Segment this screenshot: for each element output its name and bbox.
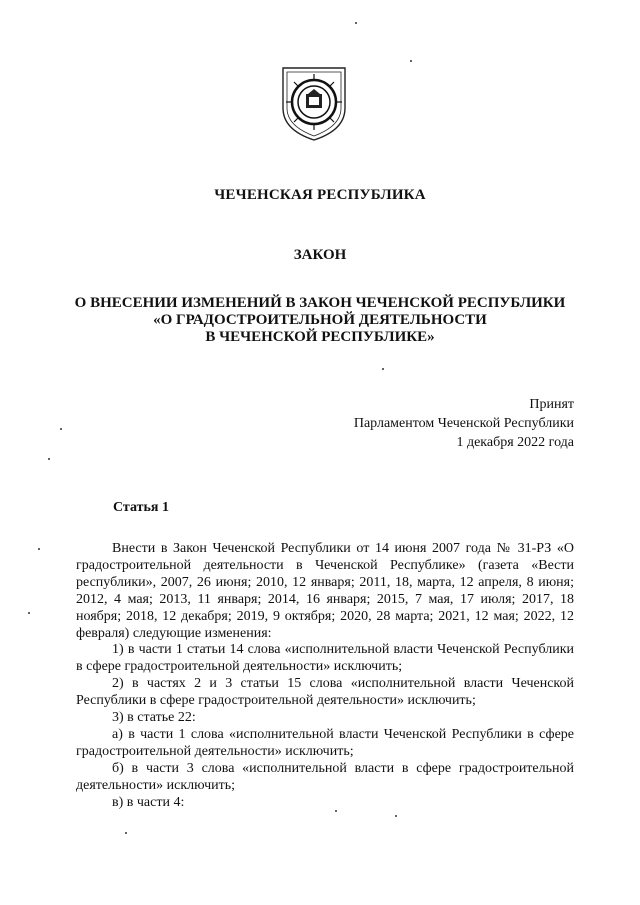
scan-speck [382, 368, 384, 370]
scan-speck [38, 548, 40, 550]
scan-speck [335, 810, 337, 812]
law-title [0, 295, 640, 346]
article-heading: Статья 1 [113, 500, 169, 515]
article-paragraph: б) в части 3 слова «исполнительной власти в сфере градостроительной деятельности» исключить; [76, 760, 574, 793]
law-title-line: «О ГРАДОСТРОИТЕЛЬНОЙ ДЕЯТЕЛЬНОСТИ [153, 312, 487, 328]
adoption-block [354, 395, 574, 452]
scan-speck [410, 60, 412, 62]
article-paragraph: в) в части 4: [112, 794, 185, 810]
article-body [76, 541, 574, 812]
scan-speck [395, 815, 397, 817]
law-title-line: О ВНЕСЕНИИ ИЗМЕНЕНИЙ В ЗАКОН ЧЕЧЕНСКОЙ РЕСПУБЛИКИ [74, 295, 566, 311]
adoption-date: 1 декабря 2022 года [456, 435, 574, 450]
scan-speck [125, 832, 127, 834]
republic-heading: ЧЕЧЕНСКАЯ РЕСПУБЛИКА [214, 187, 426, 203]
scan-speck [48, 458, 50, 460]
adoption-line: Парламентом Чеченской Республики [353, 416, 574, 431]
article-paragraph: 1) в части 1 статьи 14 слова «исполнительной власти Чеченской Республики в сфере градостроительной деятельности» исключить; [76, 642, 574, 675]
article-paragraph: Внести в Закон Чеченской Республики от 14 июня 2007 года № 31-РЗ «О градостроительной деятельности в Чеченской Республике» (газета «Вести республики», 2007, 26 июня; 2010, 12 января; 2011, 18, марта, 12 апреля, 8 июня; 2012, 4 мая; 2013, 11 января; 2014, 16 января; 2015, 7 мая, 17 июля; 2017, 18 ноября; 2018, 12 декабря; 2019, 9 октября; 2020, 28 марта; 2021, 12 мая; 2022, 12 февраля) следующие изменения: [76, 541, 574, 641]
scan-speck [28, 612, 30, 614]
article-paragraph: а) в части 1 слова «исполнительной власти Чеченской Республики в сфере градостроительной деятельности» исключить; [76, 726, 574, 759]
law-title-line: В ЧЕЧЕНСКОЙ РЕСПУБЛИКЕ» [205, 329, 435, 345]
scan-speck [60, 428, 62, 430]
scan-speck [355, 22, 357, 24]
adoption-line: Принят [529, 397, 574, 412]
coat-of-arms-emblem [279, 64, 349, 142]
article-paragraph: 2) в частях 2 и 3 статьи 15 слова «исполнительной власти Чеченской Республики в сфере градостроительной деятельности» исключить; [76, 676, 574, 709]
document-type-heading: ЗАКОН [293, 247, 347, 263]
article-paragraph: 3) в статье 22: [112, 710, 196, 726]
